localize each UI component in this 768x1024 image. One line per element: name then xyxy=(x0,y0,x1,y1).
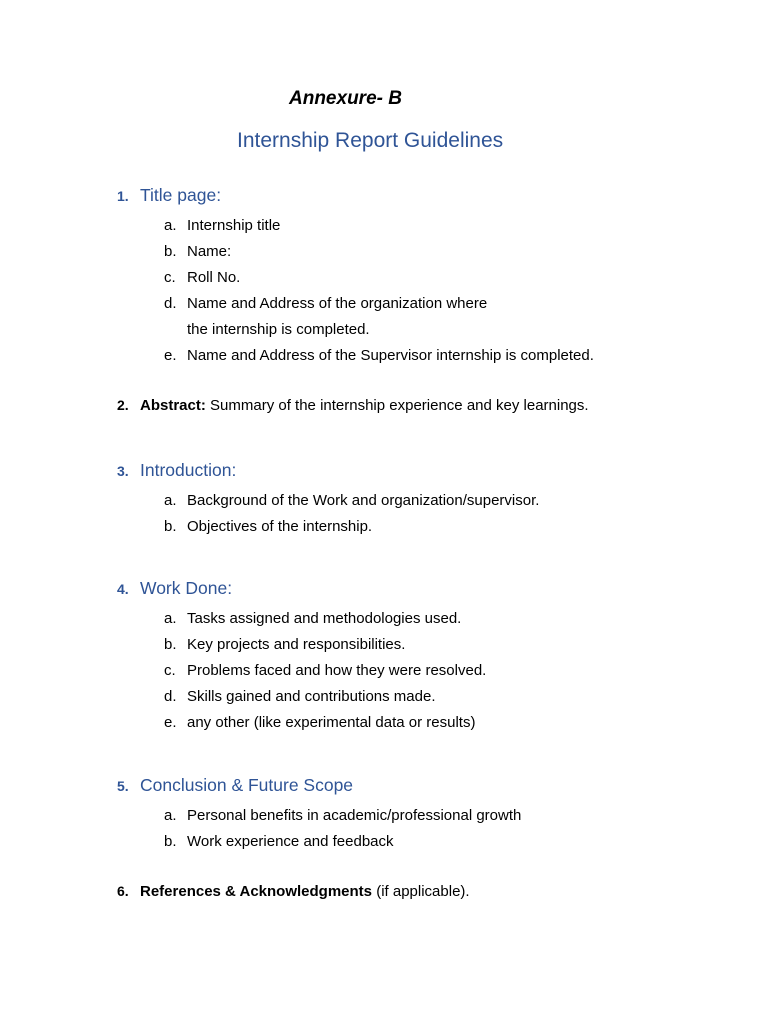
item-letter: c. xyxy=(164,662,176,679)
section-heading: Conclusion & Future Scope xyxy=(140,775,354,795)
list-item xyxy=(164,635,486,661)
item-text: Tasks assigned and methodologies used. xyxy=(187,610,462,627)
section-bold-label: Abstract: xyxy=(140,397,206,414)
item-letter: b. xyxy=(164,243,177,260)
section-heading: Introduction: xyxy=(140,460,237,480)
section-heading: Title page: xyxy=(140,185,222,205)
list-item xyxy=(164,491,539,517)
item-text-continued: the internship is completed. xyxy=(187,321,370,338)
item-text: Objectives of the internship. xyxy=(187,518,373,535)
document-title: Internship Report Guidelines xyxy=(237,129,504,152)
list-item xyxy=(164,517,539,543)
item-text: Internship title xyxy=(187,217,281,234)
section-title-page xyxy=(117,185,221,206)
annexure-suffix: - B xyxy=(376,88,402,109)
list-item xyxy=(164,713,486,739)
item-letter: a. xyxy=(164,492,177,509)
section-number: 1. xyxy=(117,188,129,204)
work-done-list xyxy=(164,609,486,739)
introduction-list xyxy=(164,491,539,543)
list-item xyxy=(164,294,594,346)
section-number: 4. xyxy=(117,581,129,597)
list-item xyxy=(164,242,594,268)
item-letter: c. xyxy=(164,269,176,286)
annexure-prefix: Annexure xyxy=(289,88,377,109)
item-text: Roll No. xyxy=(187,269,241,286)
list-item xyxy=(164,661,486,687)
item-text: Work experience and feedback xyxy=(187,833,394,850)
item-text: any other (like experimental data or results) xyxy=(187,714,476,731)
item-letter: d. xyxy=(164,688,177,705)
item-text: Personal benefits in academic/professional growth xyxy=(187,807,522,824)
section-bold-label: References & Acknowledgments xyxy=(140,883,373,900)
section-work-done xyxy=(117,578,232,599)
section-references xyxy=(117,883,470,900)
item-letter: e. xyxy=(164,347,177,364)
item-text: Problems faced and how they were resolved. xyxy=(187,662,487,679)
title-page-list xyxy=(164,216,594,372)
item-text: Name and Address of the organization where xyxy=(187,295,488,312)
list-item xyxy=(164,346,594,372)
item-text: Name and Address of the Supervisor internship is completed. xyxy=(187,347,594,364)
section-number: 5. xyxy=(117,778,129,794)
item-letter: b. xyxy=(164,636,177,653)
item-text: Skills gained and contributions made. xyxy=(187,688,436,705)
section-number: 6. xyxy=(117,883,129,899)
list-item xyxy=(164,216,594,242)
list-item xyxy=(164,832,521,858)
item-letter: b. xyxy=(164,833,177,850)
section-introduction xyxy=(117,460,236,481)
item-text: Key projects and responsibilities. xyxy=(187,636,406,653)
section-heading: Work Done: xyxy=(140,578,233,598)
item-letter: a. xyxy=(164,807,177,824)
item-letter: d. xyxy=(164,295,177,312)
section-conclusion xyxy=(117,775,353,796)
item-letter: e. xyxy=(164,714,177,731)
item-letter: b. xyxy=(164,518,177,535)
section-text: (if applicable). xyxy=(372,883,470,900)
item-text: Name: xyxy=(187,243,232,260)
item-letter: a. xyxy=(164,217,177,234)
section-abstract xyxy=(117,397,589,414)
annexure-label xyxy=(289,88,402,110)
section-number: 3. xyxy=(117,463,129,479)
list-item xyxy=(164,806,521,832)
item-text: Background of the Work and organization/supervisor. xyxy=(187,492,540,509)
list-item xyxy=(164,609,486,635)
section-text: Summary of the internship experience and key learnings. xyxy=(205,397,589,414)
item-letter: a. xyxy=(164,610,177,627)
section-number: 2. xyxy=(117,397,129,413)
list-item xyxy=(164,687,486,713)
list-item xyxy=(164,268,594,294)
conclusion-list xyxy=(164,806,521,858)
